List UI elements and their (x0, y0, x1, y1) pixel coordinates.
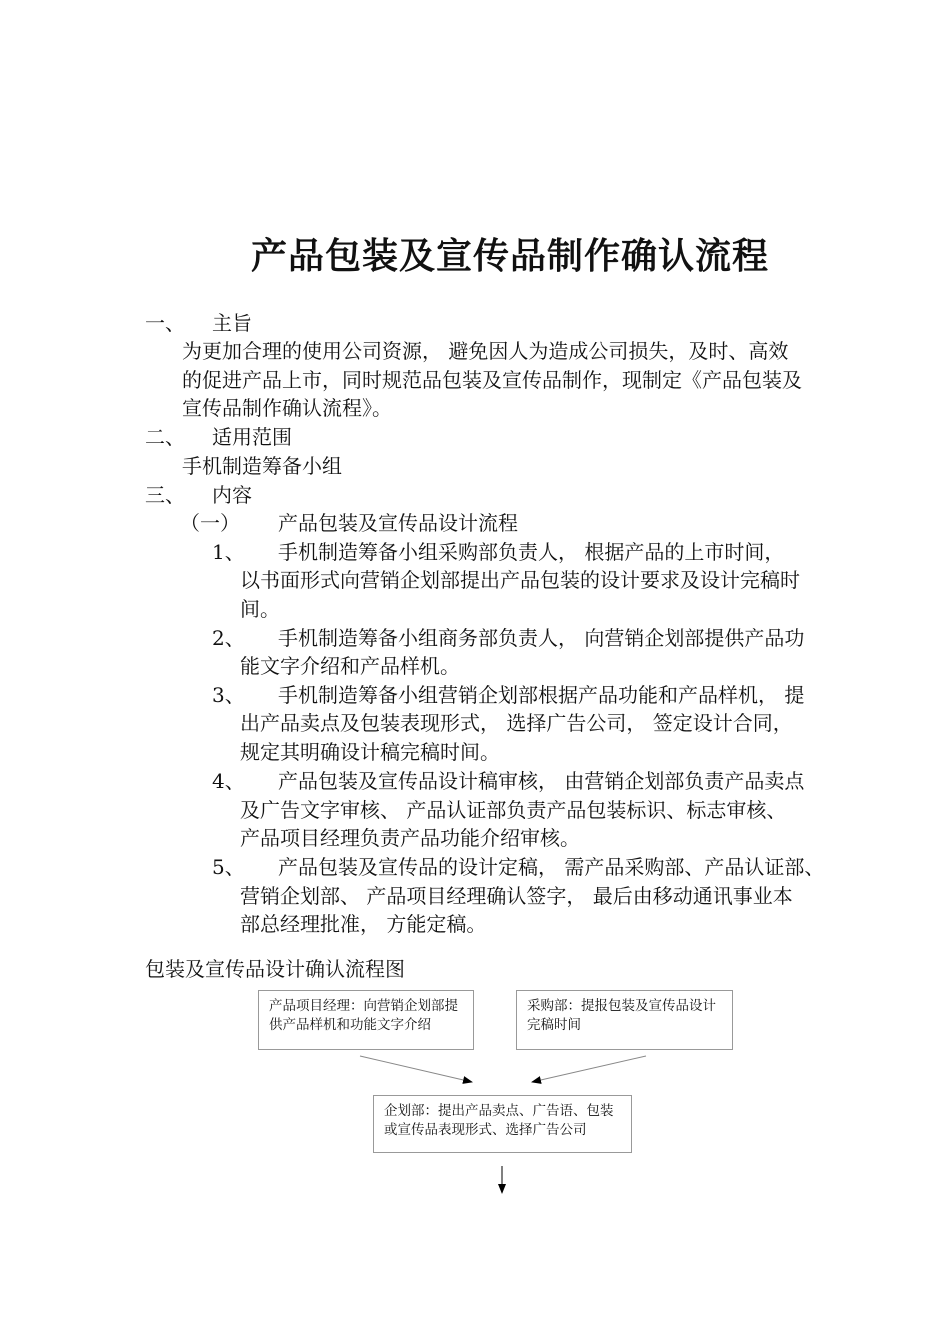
flow-box-planning (373, 1095, 632, 1153)
step-number: 5、 (212, 855, 245, 879)
step-line: 以书面形式向营销企划部提出产品包装的设计要求及设计完稿时 (240, 568, 800, 592)
step-line: 间。 (240, 597, 280, 621)
step-number: 1、 (212, 540, 245, 564)
step-line: 及广告文字审核、 产品认证部负责产品包装标识、标志审核、 (240, 798, 787, 822)
arrow-pm-to-planning (360, 1056, 472, 1082)
step-line: 手机制造筹备小组商务部负责人， 向营销企划部提供产品功 (278, 626, 805, 650)
step-line: 营销企划部、 产品项目经理确认签字， 最后由移动通讯事业本 (240, 884, 793, 908)
step-line: 手机制造筹备小组采购部负责人， 根据产品的上市时间， (278, 540, 785, 564)
flow-box-text: 采购部：提报包装及宣传品设计完稿时间 (527, 998, 716, 1033)
step-line: 产品项目经理负责产品功能介绍审核。 (240, 826, 580, 850)
section-number: 一、 (145, 311, 185, 335)
subsection-label: 产品包装及宣传品设计流程 (278, 511, 518, 535)
purpose-line-2: 的促进产品上市，同时规范品包装及宣传品制作，现制定《产品包装及 (182, 368, 802, 392)
step-line: 出产品卖点及包装表现形式， 选择广告公司， 签定设计合同， (240, 711, 793, 735)
subsection-number: （一） (180, 511, 240, 535)
scope-text: 手机制造筹备小组 (182, 454, 342, 478)
step-line: 手机制造筹备小组营销企划部根据产品功能和产品样机， 提 (278, 683, 805, 707)
section-label: 适用范围 (212, 425, 292, 449)
step-line: 规定其明确设计稿完稿时间。 (240, 740, 500, 764)
section-number: 二、 (145, 425, 185, 449)
flow-box-text: 企划部：提出产品卖点、广告语、包装或宣传品表现形式、选择广告公司 (384, 1103, 614, 1138)
flowchart-caption: 包装及宣传品设计确认流程图 (145, 957, 405, 981)
step-line: 产品包装及宣传品的设计定稿， 需产品采购部、产品认证部、 (278, 855, 825, 879)
flow-box-product-manager (258, 990, 474, 1050)
purpose-line-3: 宣传品制作确认流程》。 (182, 396, 392, 420)
document-title: 产品包装及宣传品制作确认流程 (250, 235, 769, 277)
step-number: 2、 (212, 626, 245, 650)
step-line: 产品包装及宣传品设计稿审核， 由营销企划部负责产品卖点 (278, 769, 805, 793)
flow-box-purchasing (516, 990, 733, 1050)
purpose-line-1: 为更加合理的使用公司资源， 避免因人为造成公司损失，及时、高效 (182, 339, 789, 363)
step-line: 能文字介绍和产品样机。 (240, 654, 460, 678)
section-label: 主旨 (212, 311, 252, 335)
step-line: 部总经理批准， 方能定稿。 (240, 912, 487, 936)
step-number: 4、 (212, 769, 245, 793)
flow-box-text: 产品项目经理：向营销企划部提供产品样机和功能文字介绍 (269, 998, 458, 1033)
arrow-purchase-to-planning (532, 1056, 646, 1082)
section-label: 内容 (212, 483, 252, 507)
section-number: 三、 (145, 483, 185, 507)
step-number: 3、 (212, 683, 245, 707)
